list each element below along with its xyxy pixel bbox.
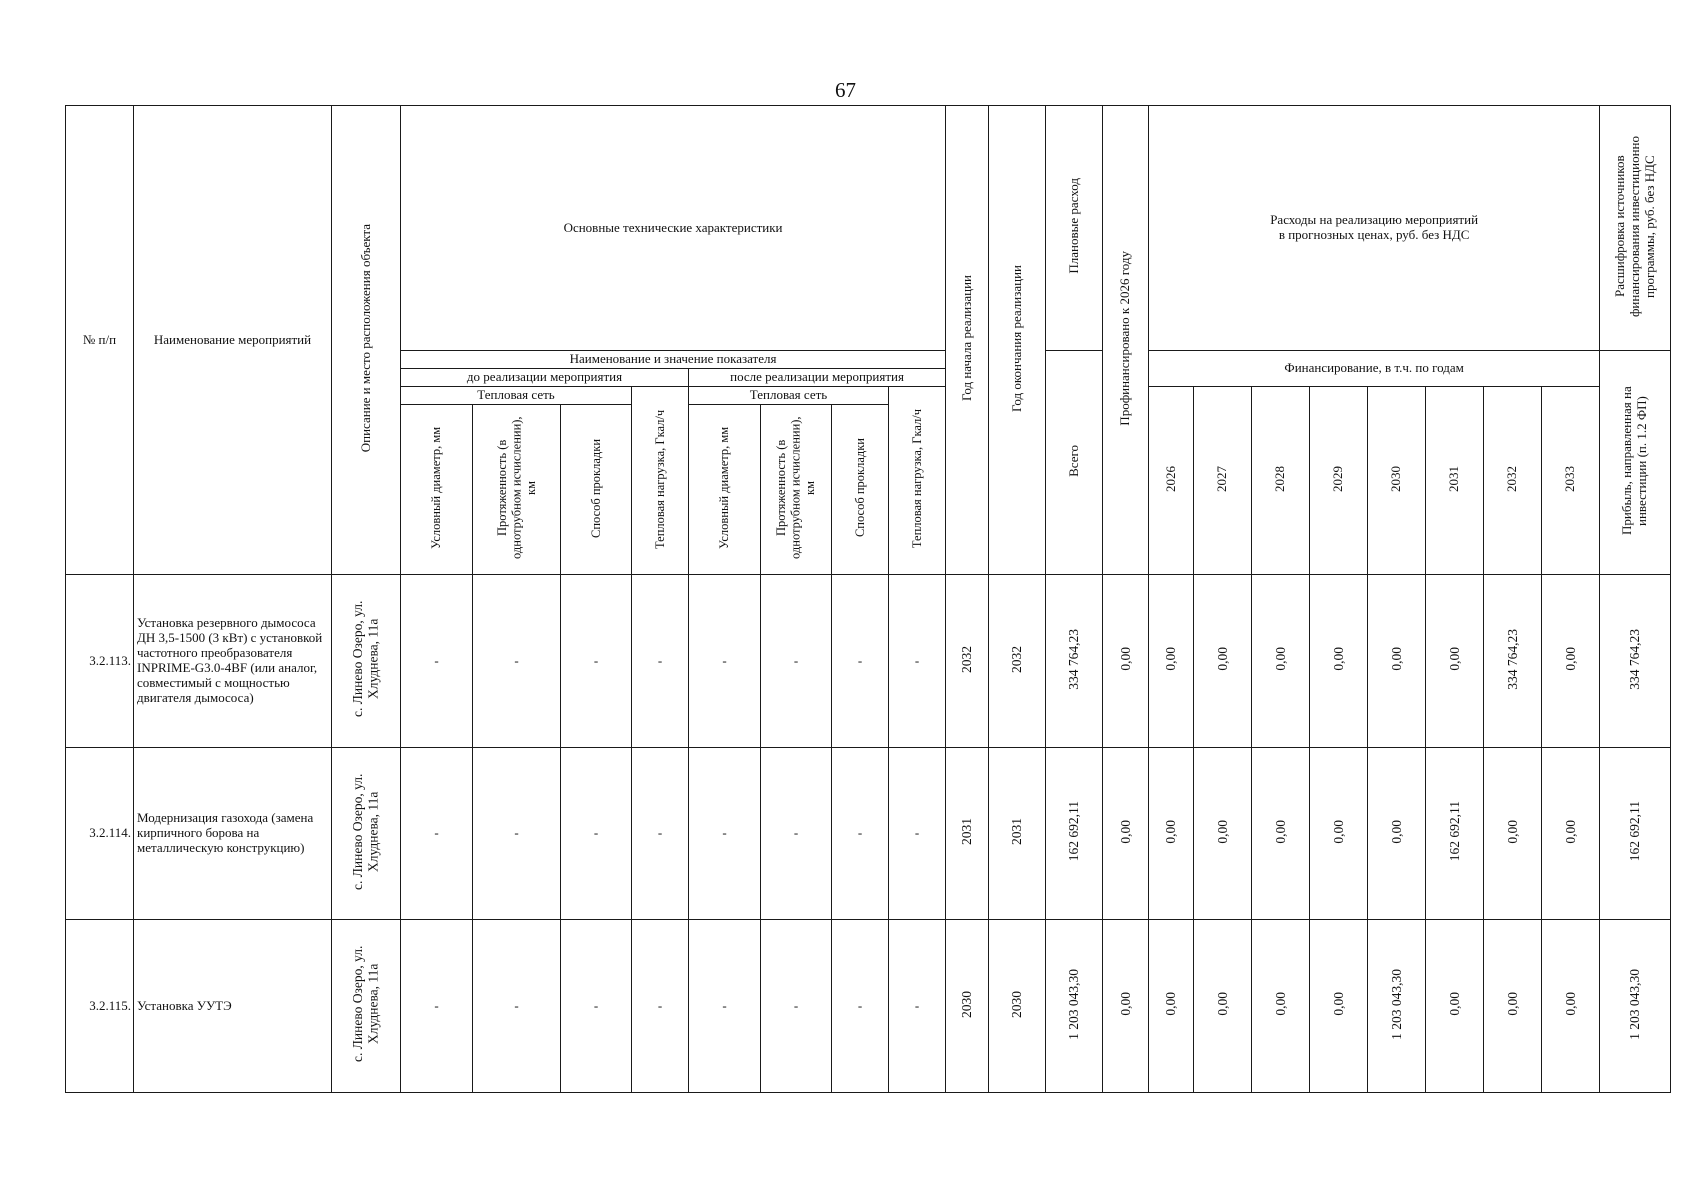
header-planned: Плановые расход: [1046, 106, 1103, 351]
header-financing: Финансирование, в т.ч. по годам: [1149, 351, 1600, 387]
row-2028: 0,00: [1252, 920, 1310, 1093]
row-2033: 0,00: [1542, 748, 1600, 920]
row-2026: 0,00: [1149, 575, 1194, 748]
row-dash: -: [832, 920, 889, 1093]
row-2026: 0,00: [1149, 920, 1194, 1093]
row-year-start: 2031: [946, 748, 989, 920]
header-year-start: Год начала реализации: [946, 106, 989, 575]
row-dash: -: [632, 748, 689, 920]
row-2033: 0,00: [1542, 920, 1600, 1093]
row-dash: -: [889, 748, 946, 920]
row-2029: 0,00: [1310, 575, 1368, 748]
row-2032: 334 764,23: [1484, 575, 1542, 748]
row-2029: 0,00: [1310, 920, 1368, 1093]
row-2031: 0,00: [1426, 920, 1484, 1093]
row-dash: -: [832, 748, 889, 920]
row-dash: -: [561, 748, 632, 920]
row-2028: 0,00: [1252, 748, 1310, 920]
row-2030: 0,00: [1368, 575, 1426, 748]
header-year-2029: 2029: [1310, 387, 1368, 575]
row-dash: -: [401, 575, 473, 748]
header-indicator: Наименование и значение показателя: [401, 351, 946, 369]
header-heat-load-before: Тепловая нагрузка, Гкал/ч: [632, 387, 689, 575]
row-dash: -: [689, 748, 761, 920]
header-total: Всего: [1046, 351, 1103, 575]
header-year-2030: 2030: [1368, 387, 1426, 575]
header-expenses: Расходы на реализацию мероприятий в прогнозных ценах, руб. без НДС: [1149, 106, 1600, 351]
header-cond-diam-after: Условный диаметр, мм: [689, 405, 761, 575]
row-dash: -: [689, 575, 761, 748]
table-row: [66, 748, 1671, 920]
row-dash: -: [889, 920, 946, 1093]
row-year-end: 2032: [989, 575, 1046, 748]
row-2027: 0,00: [1194, 920, 1252, 1093]
header-length-before: Протяженность (в однотрубном исчислении), км: [473, 405, 561, 575]
row-2032: 0,00: [1484, 748, 1542, 920]
header-name: Наименование мероприятий: [134, 106, 332, 575]
row-location: с. Линево Озеро, ул. Хлуднева, 11а: [332, 920, 401, 1093]
row-2027: 0,00: [1194, 748, 1252, 920]
row-prefinanced: 0,00: [1103, 920, 1149, 1093]
row-dash: -: [561, 575, 632, 748]
row-2031: 0,00: [1426, 575, 1484, 748]
row-name: Установка резервного дымососа ДН 3,5-1500 (3 кВт) с установкой частотного преобразователя INPRIME-G3.0-4BF (или аналог, совместимый с мощностью двигателя дымососа): [134, 575, 332, 748]
table-row: [66, 920, 1671, 1093]
row-profit: 1 203 043,30: [1600, 920, 1671, 1093]
row-num: 3.2.114.: [66, 748, 134, 920]
header-heat-network-after: Тепловая сеть: [689, 387, 889, 405]
header-desc: Описание и место расположения объекта: [332, 106, 401, 575]
row-num: 3.2.115.: [66, 920, 134, 1093]
header-prefinanced: Профинансировано к 2026 году: [1103, 106, 1149, 575]
row-dash: -: [689, 920, 761, 1093]
header-year-2033: 2033: [1542, 387, 1600, 575]
row-dash: -: [561, 920, 632, 1093]
row-2027: 0,00: [1194, 575, 1252, 748]
row-profit: 162 692,11: [1600, 748, 1671, 920]
row-dash: -: [761, 575, 832, 748]
row-year-end: 2030: [989, 920, 1046, 1093]
row-2032: 0,00: [1484, 920, 1542, 1093]
header-heat-load-after: Тепловая нагрузка, Гкал/ч: [889, 387, 946, 575]
header-profit: Прибыль, направленная на инвестиции (п. 1.2 ФП): [1600, 351, 1671, 575]
row-name: Модернизация газохода (замена кирпичного борова на металлическую конструкцию): [134, 748, 332, 920]
header-year-end: Год окончания реализации: [989, 106, 1046, 575]
row-2030: 0,00: [1368, 748, 1426, 920]
row-dash: -: [401, 748, 473, 920]
row-dash: -: [832, 575, 889, 748]
row-total: 1 203 043,30: [1046, 920, 1103, 1093]
row-dash: -: [473, 575, 561, 748]
row-dash: -: [889, 575, 946, 748]
row-year-end: 2031: [989, 748, 1046, 920]
row-dash: -: [761, 748, 832, 920]
row-name: Установка УУТЭ: [134, 920, 332, 1093]
row-2030: 1 203 043,30: [1368, 920, 1426, 1093]
row-year-start: 2030: [946, 920, 989, 1093]
row-year-start: 2032: [946, 575, 989, 748]
row-num: 3.2.113.: [66, 575, 134, 748]
header-length-after: Протяженность (в однотрубном исчислении), км: [761, 405, 832, 575]
header-num: № п/п: [66, 106, 134, 575]
row-dash: -: [401, 920, 473, 1093]
row-2031: 162 692,11: [1426, 748, 1484, 920]
header-laying-after: Способ прокладки: [832, 405, 889, 575]
row-2026: 0,00: [1149, 748, 1194, 920]
header-cond-diam-before: Условный диаметр, мм: [401, 405, 473, 575]
header-year-2031: 2031: [1426, 387, 1484, 575]
row-dash: -: [632, 920, 689, 1093]
header-laying-before: Способ прокладки: [561, 405, 632, 575]
row-dash: -: [761, 920, 832, 1093]
row-2033: 0,00: [1542, 575, 1600, 748]
row-2028: 0,00: [1252, 575, 1310, 748]
header-year-2027: 2027: [1194, 387, 1252, 575]
table-row: [66, 575, 1671, 748]
header-year-2032: 2032: [1484, 387, 1542, 575]
row-prefinanced: 0,00: [1103, 748, 1149, 920]
investment-table: [65, 105, 1671, 1093]
row-total: 334 764,23: [1046, 575, 1103, 748]
row-2029: 0,00: [1310, 748, 1368, 920]
row-dash: -: [473, 748, 561, 920]
header-year-2026: 2026: [1149, 387, 1194, 575]
header-sources: Расшифровка источников финансирования инвестиционно программы, руб. без НДС: [1600, 106, 1671, 351]
row-location: с. Линево Озеро, ул. Хлуднева, 11а: [332, 748, 401, 920]
page-number: 67: [835, 78, 856, 102]
header-before: до реализации мероприятия: [401, 369, 689, 387]
header-tech: Основные технические характеристики: [401, 106, 946, 351]
header-heat-network-before: Тепловая сеть: [401, 387, 632, 405]
header-after: после реализации мероприятия: [689, 369, 946, 387]
row-profit: 334 764,23: [1600, 575, 1671, 748]
row-location: с. Линево Озеро, ул. Хлуднева, 11а: [332, 575, 401, 748]
header-year-2028: 2028: [1252, 387, 1310, 575]
row-total: 162 692,11: [1046, 748, 1103, 920]
row-prefinanced: 0,00: [1103, 575, 1149, 748]
row-dash: -: [632, 575, 689, 748]
row-dash: -: [473, 920, 561, 1093]
